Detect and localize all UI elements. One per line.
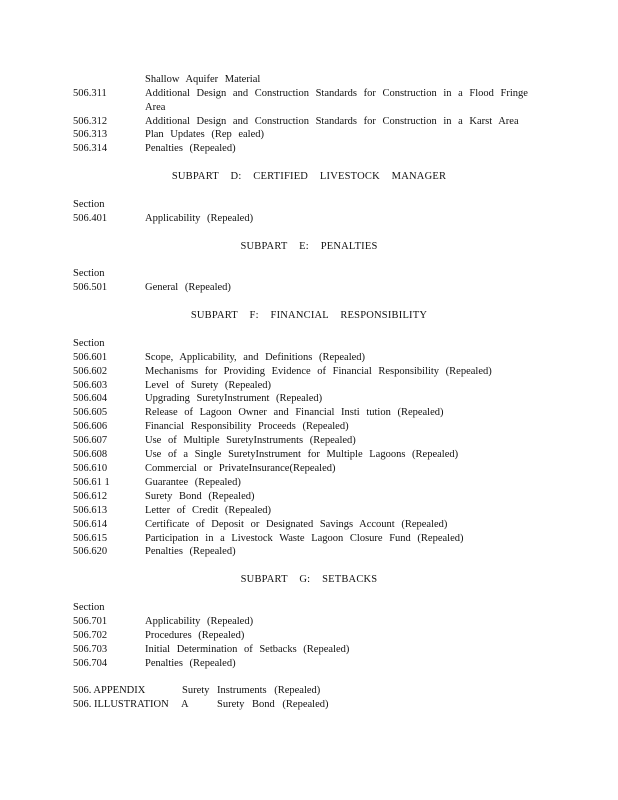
toc-entry-number: 506.704 xyxy=(73,658,108,669)
toc-entry xyxy=(0,643,618,657)
toc-entry-title: Shallow Aquifer Material xyxy=(145,74,261,85)
toc-entry-number: 506.620 xyxy=(73,546,108,557)
toc-entry-title: Applicability (Repealed) xyxy=(145,616,254,627)
toc-entry-number: 506.61 1 xyxy=(73,477,110,488)
toc-entry xyxy=(0,629,618,643)
toc-entry-number: 506.701 xyxy=(73,616,108,627)
toc-entry-number: 506.607 xyxy=(73,435,108,446)
toc-entry-number: 506.604 xyxy=(73,393,108,404)
section-label-row xyxy=(0,198,618,212)
subpart-e-heading: SUBPART E: PENALTIES xyxy=(240,241,378,252)
toc-entry-number: 506.603 xyxy=(73,380,108,391)
toc-entry xyxy=(0,379,618,393)
subpart-f-heading: SUBPART F: FINANCIAL RESPONSIBILITY xyxy=(190,310,428,321)
toc-entry-title: Procedures (Repealed) xyxy=(145,630,245,641)
toc-entry xyxy=(0,490,618,504)
toc-entry xyxy=(0,406,618,420)
appendix-letter: A xyxy=(181,699,189,710)
toc-entry-title: Letter of Credit (Repealed) xyxy=(145,505,271,516)
toc-entry-number: 506.605 xyxy=(73,407,108,418)
toc-entry-title: General (Repealed) xyxy=(145,282,231,293)
toc-entry-title: Financial Responsibility Proceeds (Repealed) xyxy=(145,421,349,432)
appendix-label: 506. APPENDIX xyxy=(73,685,146,696)
appendix-label: 506. ILLUSTRATION xyxy=(73,699,169,710)
toc-entry-title: Additional Design and Construction Standards for Construction in a Karst Area xyxy=(145,116,519,127)
toc-entry-number: 506.401 xyxy=(73,213,108,224)
toc-entry-number: 506.614 xyxy=(73,519,108,530)
toc-entry xyxy=(0,657,618,671)
toc-entry-number: 506.606 xyxy=(73,421,108,432)
toc-entry-number: 506.612 xyxy=(73,491,108,502)
toc-entry xyxy=(0,392,618,406)
subpart-d-heading: SUBPART D: CERTIFIED LIVESTOCK MANAGER xyxy=(171,171,447,182)
toc-entry xyxy=(0,615,618,629)
toc-entry-number: 506.610 xyxy=(73,463,108,474)
toc-entry xyxy=(0,448,618,462)
toc-entry-number: 506.703 xyxy=(73,644,108,655)
toc-entry-number: 506.601 xyxy=(73,352,108,363)
toc-entry-title: Additional Design and Construction Standards for Construction in a Flood Fringe Area xyxy=(145,88,528,113)
subpart-heading xyxy=(0,573,618,587)
toc-entry-title: Upgrading SuretyInstrument (Repealed) xyxy=(145,393,323,404)
toc-entry-title: Plan Updates (Rep ealed) xyxy=(145,129,265,140)
toc-entry-title: Penalties (Repealed) xyxy=(145,546,236,557)
toc-entry-title: Initial Determination of Setbacks (Repealed) xyxy=(145,644,350,655)
toc-entry-number: 506.608 xyxy=(73,449,108,460)
toc-entry xyxy=(0,532,618,546)
toc-entry-title: Guarantee (Repealed) xyxy=(145,477,241,488)
toc-entry-number: 506.613 xyxy=(73,505,108,516)
section-label-row xyxy=(0,337,618,351)
toc-entry-number: 506.615 xyxy=(73,533,108,544)
toc-entry-title: Penalties (Repealed) xyxy=(145,143,236,154)
section-label: Section xyxy=(73,338,105,349)
toc-entry xyxy=(0,87,618,115)
toc-entry xyxy=(0,73,618,87)
toc-entry xyxy=(0,518,618,532)
subpart-heading xyxy=(0,170,618,184)
section-label-row xyxy=(0,601,618,615)
appendix-title: Surety Instruments (Repealed) xyxy=(182,685,321,696)
section-label-row xyxy=(0,267,618,281)
toc-entry xyxy=(0,115,618,129)
toc-entry xyxy=(0,420,618,434)
toc-entry xyxy=(0,462,618,476)
toc-entry-title: Use of Multiple SuretyInstruments (Repealed) xyxy=(145,435,356,446)
toc-entry xyxy=(0,365,618,379)
toc-entry xyxy=(0,128,618,142)
toc-entry-title: Release of Lagoon Owner and Financial Insti tution (Repealed) xyxy=(145,407,444,418)
toc-entry xyxy=(0,504,618,518)
toc-entry-number: 506.602 xyxy=(73,366,108,377)
section-label: Section xyxy=(73,268,105,279)
toc-entry-title: Level of Surety (Repealed) xyxy=(145,380,271,391)
toc-entry xyxy=(0,212,618,226)
toc-entry-number: 506.311 xyxy=(73,88,107,99)
toc-entry xyxy=(0,281,618,295)
toc-entry-title: Mechanisms for Providing Evidence of Financial Responsibility (Repealed) xyxy=(145,366,492,377)
appendix-title: Surety Bond (Repealed) xyxy=(217,699,329,710)
toc-entry-number: 506.501 xyxy=(73,282,108,293)
toc-entry xyxy=(0,476,618,490)
subpart-heading xyxy=(0,309,618,323)
toc-entry-title: Scope, Applicability, and Definitions (Repealed) xyxy=(145,352,366,363)
appendix-entry xyxy=(0,698,618,712)
toc-entry-number: 506.314 xyxy=(73,143,108,154)
section-label: Section xyxy=(73,199,105,210)
toc-entry xyxy=(0,142,618,156)
section-label: Section xyxy=(73,602,105,613)
toc-entry-title: Participation in a Livestock Waste Lagoon Closure Fund (Repealed) xyxy=(145,533,464,544)
toc-entry xyxy=(0,351,618,365)
toc-entry-title: Use of a Single SuretyInstrument for Multiple Lagoons (Repealed) xyxy=(145,449,459,460)
toc-entry xyxy=(0,434,618,448)
toc-entry-title: Certificate of Deposit or Designated Savings Account (Repealed) xyxy=(145,519,448,530)
toc-entry-title: Surety Bond (Repealed) xyxy=(145,491,255,502)
toc-entry-title: Commercial or PrivateInsurance(Repealed) xyxy=(145,463,336,474)
toc-entry-number: 506.702 xyxy=(73,630,108,641)
toc-entry-number: 506.313 xyxy=(73,129,108,140)
appendix-entry xyxy=(0,684,618,698)
subpart-heading xyxy=(0,240,618,254)
toc-entry-number: 506.312 xyxy=(73,116,108,127)
subpart-g-heading: SUBPART G: SETBACKS xyxy=(240,574,378,585)
toc-entry xyxy=(0,545,618,559)
toc-entry-title: Applicability (Repealed) xyxy=(145,213,254,224)
toc-entry-title: Penalties (Repealed) xyxy=(145,658,236,669)
